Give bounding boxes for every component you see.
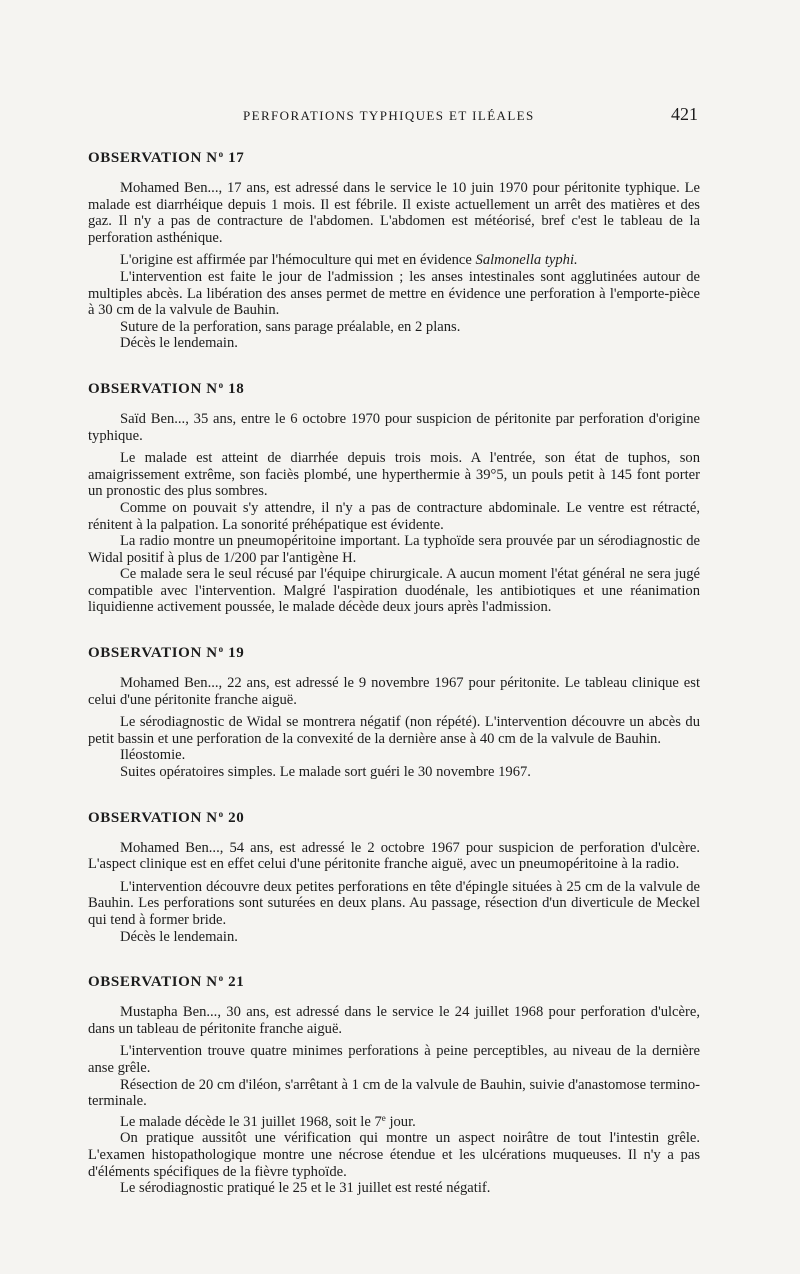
paragraph: Résection de 20 cm d'iléon, s'arrêtant à 1 cm de la valvule de Bauhin, suivie d'anastomose termino-terminale. [88, 1076, 700, 1110]
observation-heading [88, 145, 700, 168]
paragraph [88, 252, 700, 269]
observation-17 [88, 145, 700, 352]
heading-label: OBSERVATION N [88, 150, 218, 166]
running-title: PERFORATIONS TYPHIQUES ET ILÉALES [243, 108, 535, 123]
observation-18 [88, 376, 700, 616]
heading-label: OBSERVATION N [88, 974, 218, 991]
observation-heading [88, 969, 700, 992]
paragraph: Saïd Ben..., 35 ans, entre le 6 octobre 1970 pour suspicion de péritonite par perforation d'origine typhique. [88, 410, 700, 444]
observation-heading [88, 805, 700, 828]
paragraph: L'intervention trouve quatre minimes perforations à peine perceptibles, au niveau de la dernière anse grêle. [88, 1043, 700, 1076]
paragraph: Le sérodiagnostic de Widal se montrera négatif (non répété). L'intervention découvre un abcès du petit bassin et une perforation de la convexité de la dernière anse à 40 cm de la valvule de Bauhin. [88, 714, 700, 747]
heading-degree-mark: o [218, 644, 224, 655]
paragraph: On pratique aussitôt une vérification qui montre un aspect noirâtre de tout l'intestin grêle. L'examen histopathologique montre une nécrose étendue et les ulcérations muqueuses. Il n'y a pas d'éléments spécifiques de la fièvre typhoïde. [88, 1130, 700, 1180]
paragraph: Décès le lendemain. [120, 335, 238, 352]
paragraph: Mohamed Ben..., 22 ans, est adressé le 9 novembre 1967 pour péritonite. Le tableau clinique est celui d'une péritonite franche aiguë. [88, 675, 700, 708]
page-body [88, 145, 700, 1197]
observation-19 [88, 640, 700, 781]
paragraph: Suites opératoires simples. Le malade sort guéri le 30 novembre 1967. [120, 764, 531, 781]
page-number: 421 [671, 104, 698, 124]
paragraph: Mustapha Ben..., 30 ans, est adressé dans le service le 24 juillet 1968 pour perforation d'ulcère, dans un tableau de péritonite franche aiguë. [88, 1004, 700, 1037]
heading-number: 20 [228, 809, 245, 826]
paragraph: L'intervention est faite le jour de l'admission ; les anses intestinales sont agglutinées autour de multiples abcès. La libération des anses permet de mettre en évidence une perforation à l'emporte-pièce à 30 cm de la valvule de Bauhin. [88, 268, 700, 319]
paragraph [88, 1110, 700, 1131]
paragraph: Ce malade sera le seul récusé par l'équipe chirurgicale. A aucun moment l'état général ne sera jugé compatible avec l'intervention. Malgré l'aspiration duodénale, les antibiotiques et une réanimation liquidienne activement poussée, le malade décède deux jours après l'admission. [88, 566, 700, 616]
heading-number: 21 [228, 974, 245, 991]
heading-number: 17 [228, 150, 245, 166]
heading-label: OBSERVATION N [88, 645, 218, 662]
paragraph-text: jour. [389, 1113, 416, 1130]
heading-number: 19 [228, 645, 245, 662]
italic-term: Salmonella typhi. [475, 252, 578, 269]
heading-number: 18 [228, 380, 245, 397]
paragraph: Suture de la perforation, sans parage préalable, en 2 plans. [120, 318, 461, 335]
paragraph: Mohamed Ben..., 54 ans, est adressé le 2 octobre 1967 pour suspicion de perforation d'ulcère. L'aspect clinique est en effet celui d'une péritonite franche aiguë, avec un pneumopéritoine à la radio. [88, 839, 700, 873]
paragraph: Mohamed Ben..., 17 ans, est adressé dans le service le 10 juin 1970 pour péritonite typhique. Le malade est diarrhéique depuis 1 mois. Il est fébrile. Il existe actuellement un arrêt des matières et des gaz. Il n'y a pas de contracture de l'abdomen. L'abdomen est météorisé, bref c'est le tableau de la perforation asthénique. [88, 180, 700, 246]
paragraph: Décès le lendemain. [120, 928, 238, 945]
ordinal-suffix: e [381, 1112, 386, 1123]
paragraph: Comme on pouvait s'y attendre, il n'y a pas de contracture abdominale. Le ventre est rétracté, rénitent à la palpation. La sonorité préhépatique est évidente. [88, 499, 700, 533]
observation-heading [88, 640, 700, 663]
heading-degree-mark: o [218, 379, 224, 390]
paragraph: L'intervention découvre deux petites perforations en tête d'épingle situées à 25 cm de la valvule de Bauhin. Les perforations sont suturées en deux plans. Au passage, résection d'un diverticule de Meckel qui tend à former bride. [88, 878, 700, 928]
heading-label: OBSERVATION N [88, 809, 218, 826]
heading-degree-mark: o [218, 808, 224, 819]
observation-20 [88, 805, 700, 946]
paragraph-text: L'origine est affirmée par l'hémoculture qui met en évidence [120, 252, 472, 269]
heading-label: OBSERVATION N [88, 380, 218, 397]
paragraph: Le malade est atteint de diarrhée depuis trois mois. A l'entrée, son état de tuphos, son amaigrissement extrême, son faciès plombé, une hyperthermie à 39°5, un pouls petit à 145 font porter un pronostic des plus sombres. [88, 450, 700, 500]
heading-degree-mark: o [218, 973, 224, 984]
paragraph-text: Le malade décède le 31 juillet 1968, soit le 7 [120, 1113, 382, 1130]
observation-21 [88, 969, 700, 1197]
observation-heading [88, 376, 700, 399]
paragraph: Iléostomie. [120, 747, 186, 764]
paragraph: Le sérodiagnostic pratiqué le 25 et le 31 juillet est resté négatif. [120, 1180, 491, 1197]
running-header [88, 106, 700, 128]
paragraph: La radio montre un pneumopéritoine important. La typhoïde sera prouvée par un sérodiagnostic de Widal positif à plus de 1/200 par l'antigène H. [88, 533, 700, 566]
heading-degree-mark: o [218, 149, 224, 159]
